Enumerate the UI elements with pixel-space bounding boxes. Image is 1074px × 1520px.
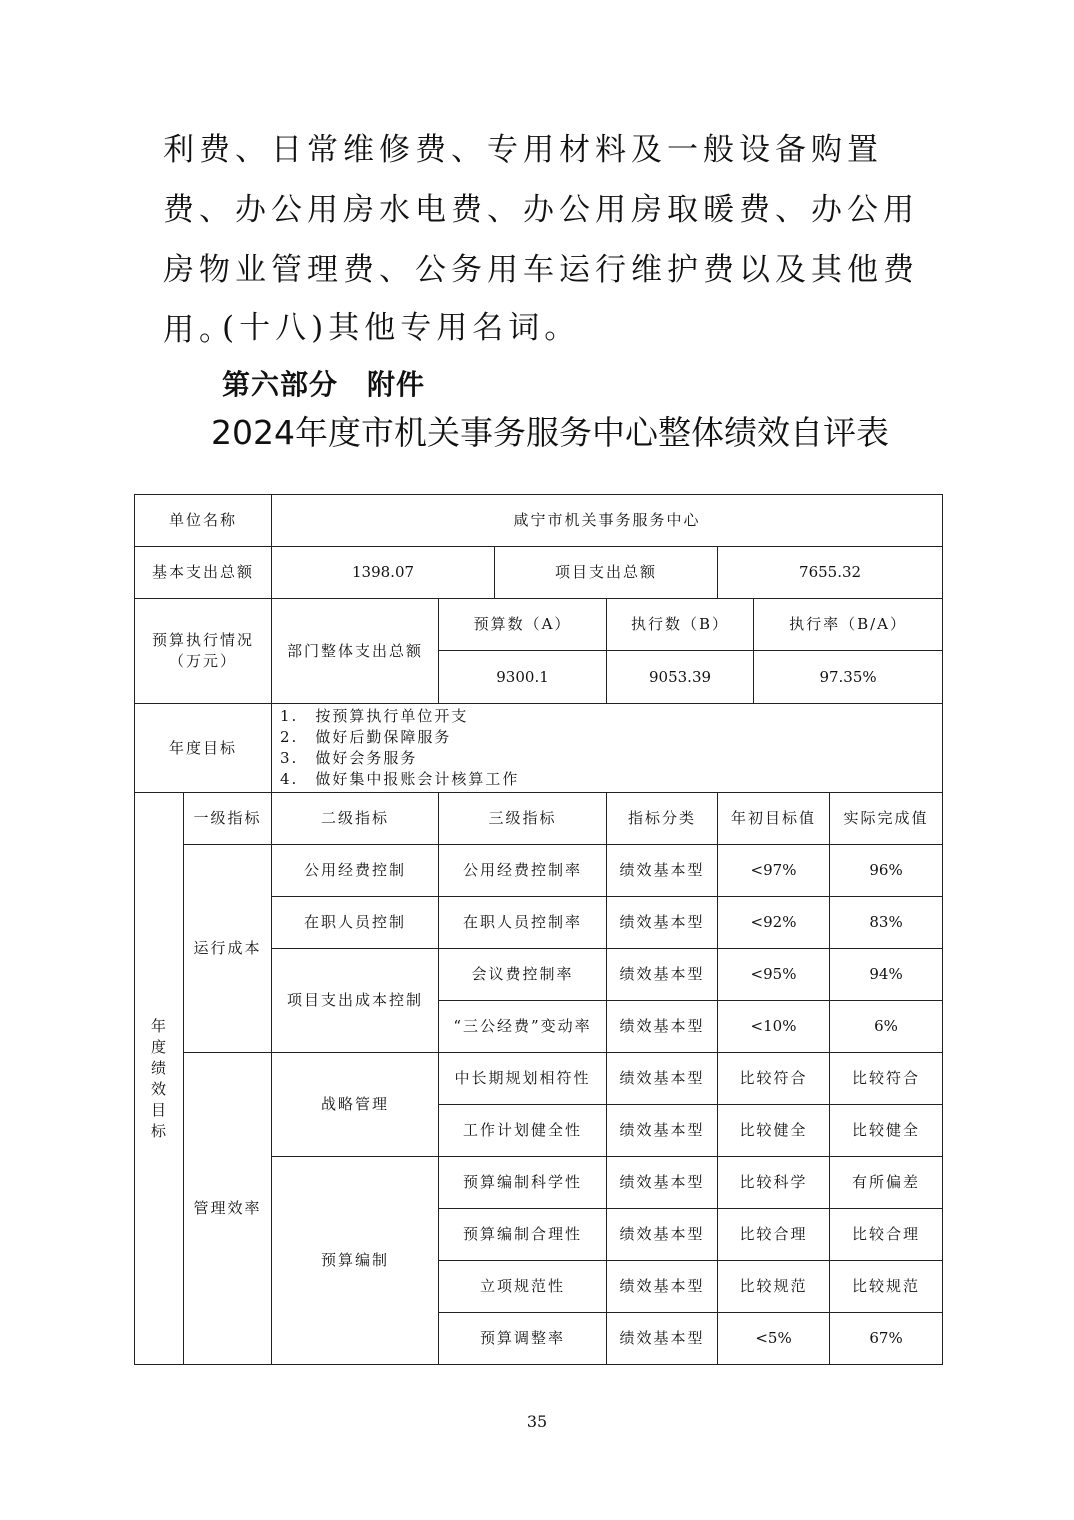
- header-level2: 二级指标: [272, 793, 439, 845]
- indicator: 中长期规划相符性: [439, 1053, 607, 1105]
- header-target: 年初目标值: [718, 793, 830, 845]
- indicator: 预算编制科学性: [439, 1157, 607, 1209]
- actual-value: 比较规范: [830, 1261, 943, 1313]
- actual-value: 83%: [830, 897, 943, 949]
- page-number: 35: [526, 1412, 548, 1431]
- project-expense-label: 项目支出总额: [495, 547, 718, 599]
- goal-item: 3. 做好会务服务: [280, 749, 418, 767]
- actual-value: 比较合理: [830, 1209, 943, 1261]
- header-actual: 实际完成值: [830, 793, 943, 845]
- goal-item: 4. 做好集中报账会计核算工作: [280, 770, 520, 788]
- indicator: 会议费控制率: [439, 949, 607, 1001]
- annual-goal-list: [272, 704, 943, 793]
- indicator-category: 绩效基本型: [607, 1001, 718, 1053]
- indicator-category: 绩效基本型: [607, 1209, 718, 1261]
- budget-a-label: 预算数（A）: [439, 599, 607, 651]
- target-value: 比较科学: [718, 1157, 830, 1209]
- subgroup-strategy: 战略管理: [272, 1053, 439, 1157]
- target-value: <97%: [718, 845, 830, 897]
- part-heading: 第六部分 附件: [222, 368, 426, 401]
- performance-evaluation-table: [134, 494, 943, 1365]
- exec-b-value: 9053.39: [607, 651, 754, 704]
- exec-b-label: 执行数（B）: [607, 599, 754, 651]
- actual-value: 67%: [830, 1313, 943, 1365]
- goal-item: 1. 按预算执行单位开支: [280, 707, 469, 725]
- indicator: 工作计划健全性: [439, 1105, 607, 1157]
- table-title: 2024年度市机关事务服务中心整体绩效自评表: [211, 413, 889, 452]
- subgroup-staff: 在职人员控制: [272, 897, 439, 949]
- indicator: “三公经费”变动率: [439, 1001, 607, 1053]
- indicator: 预算编制合理性: [439, 1209, 607, 1261]
- actual-value: 比较健全: [830, 1105, 943, 1157]
- target-value: <92%: [718, 897, 830, 949]
- target-value: 比较健全: [718, 1105, 830, 1157]
- target-value: 比较符合: [718, 1053, 830, 1105]
- project-expense-value: 7655.32: [718, 547, 943, 599]
- unit-name-label: 单位名称: [135, 495, 272, 547]
- actual-value: 比较符合: [830, 1053, 943, 1105]
- header-category: 指标分类: [607, 793, 718, 845]
- indicator-category: 绩效基本型: [607, 1053, 718, 1105]
- basic-expense-value: 1398.07: [272, 547, 495, 599]
- indicator: 立项规范性: [439, 1261, 607, 1313]
- header-level3: 三级指标: [439, 793, 607, 845]
- subgroup-public-fund: 公用经费控制: [272, 845, 439, 897]
- subgroup-project-cost: 项目支出成本控制: [272, 949, 439, 1053]
- indicator-category: 绩效基本型: [607, 1105, 718, 1157]
- budget-execution-label: 预算执行情况（万元）: [135, 599, 272, 704]
- target-value: <95%: [718, 949, 830, 1001]
- unit-name-value: 咸宁市机关事务服务中心: [272, 495, 943, 547]
- annual-goal-label: 年度目标: [135, 704, 272, 793]
- basic-expense-label: 基本支出总额: [135, 547, 272, 599]
- goal-item: 2. 做好后勤保障服务: [280, 728, 452, 746]
- indicator-category: 绩效基本型: [607, 897, 718, 949]
- indicator: 在职人员控制率: [439, 897, 607, 949]
- dept-total-label: 部门整体支出总额: [272, 599, 439, 704]
- target-value: 比较规范: [718, 1261, 830, 1313]
- annual-performance-label: 年度绩效目标: [135, 793, 184, 1365]
- indicator-category: 绩效基本型: [607, 845, 718, 897]
- target-value: 比较合理: [718, 1209, 830, 1261]
- indicator-category: 绩效基本型: [607, 1313, 718, 1365]
- target-value: <10%: [718, 1001, 830, 1053]
- exec-rate-value: 97.35%: [754, 651, 943, 704]
- indicator-category: 绩效基本型: [607, 949, 718, 1001]
- target-value: <5%: [718, 1313, 830, 1365]
- header-level1: 一级指标: [184, 793, 272, 845]
- actual-value: 有所偏差: [830, 1157, 943, 1209]
- exec-rate-label: 执行率（B/A）: [754, 599, 943, 651]
- actual-value: 96%: [830, 845, 943, 897]
- indicator-category: 绩效基本型: [607, 1157, 718, 1209]
- group-operating-cost: 运行成本: [184, 845, 272, 1053]
- actual-value: 6%: [830, 1001, 943, 1053]
- group-management-efficiency: 管理效率: [184, 1053, 272, 1365]
- indicator: 预算调整率: [439, 1313, 607, 1365]
- subgroup-budgeting: 预算编制: [272, 1157, 439, 1365]
- indicator: 公用经费控制率: [439, 845, 607, 897]
- item-18-paragraph: (十八)其他专用名词。: [222, 310, 581, 346]
- actual-value: 94%: [830, 949, 943, 1001]
- intro-paragraph: 利费、日常维修费、专用材料及一般设备购置费、办公用房水电费、办公用房取暖费、办公用房物业管理费、公务用车运行维护费以及其他费用。: [163, 132, 919, 348]
- budget-a-value: 9300.1: [439, 651, 607, 704]
- indicator-category: 绩效基本型: [607, 1261, 718, 1313]
